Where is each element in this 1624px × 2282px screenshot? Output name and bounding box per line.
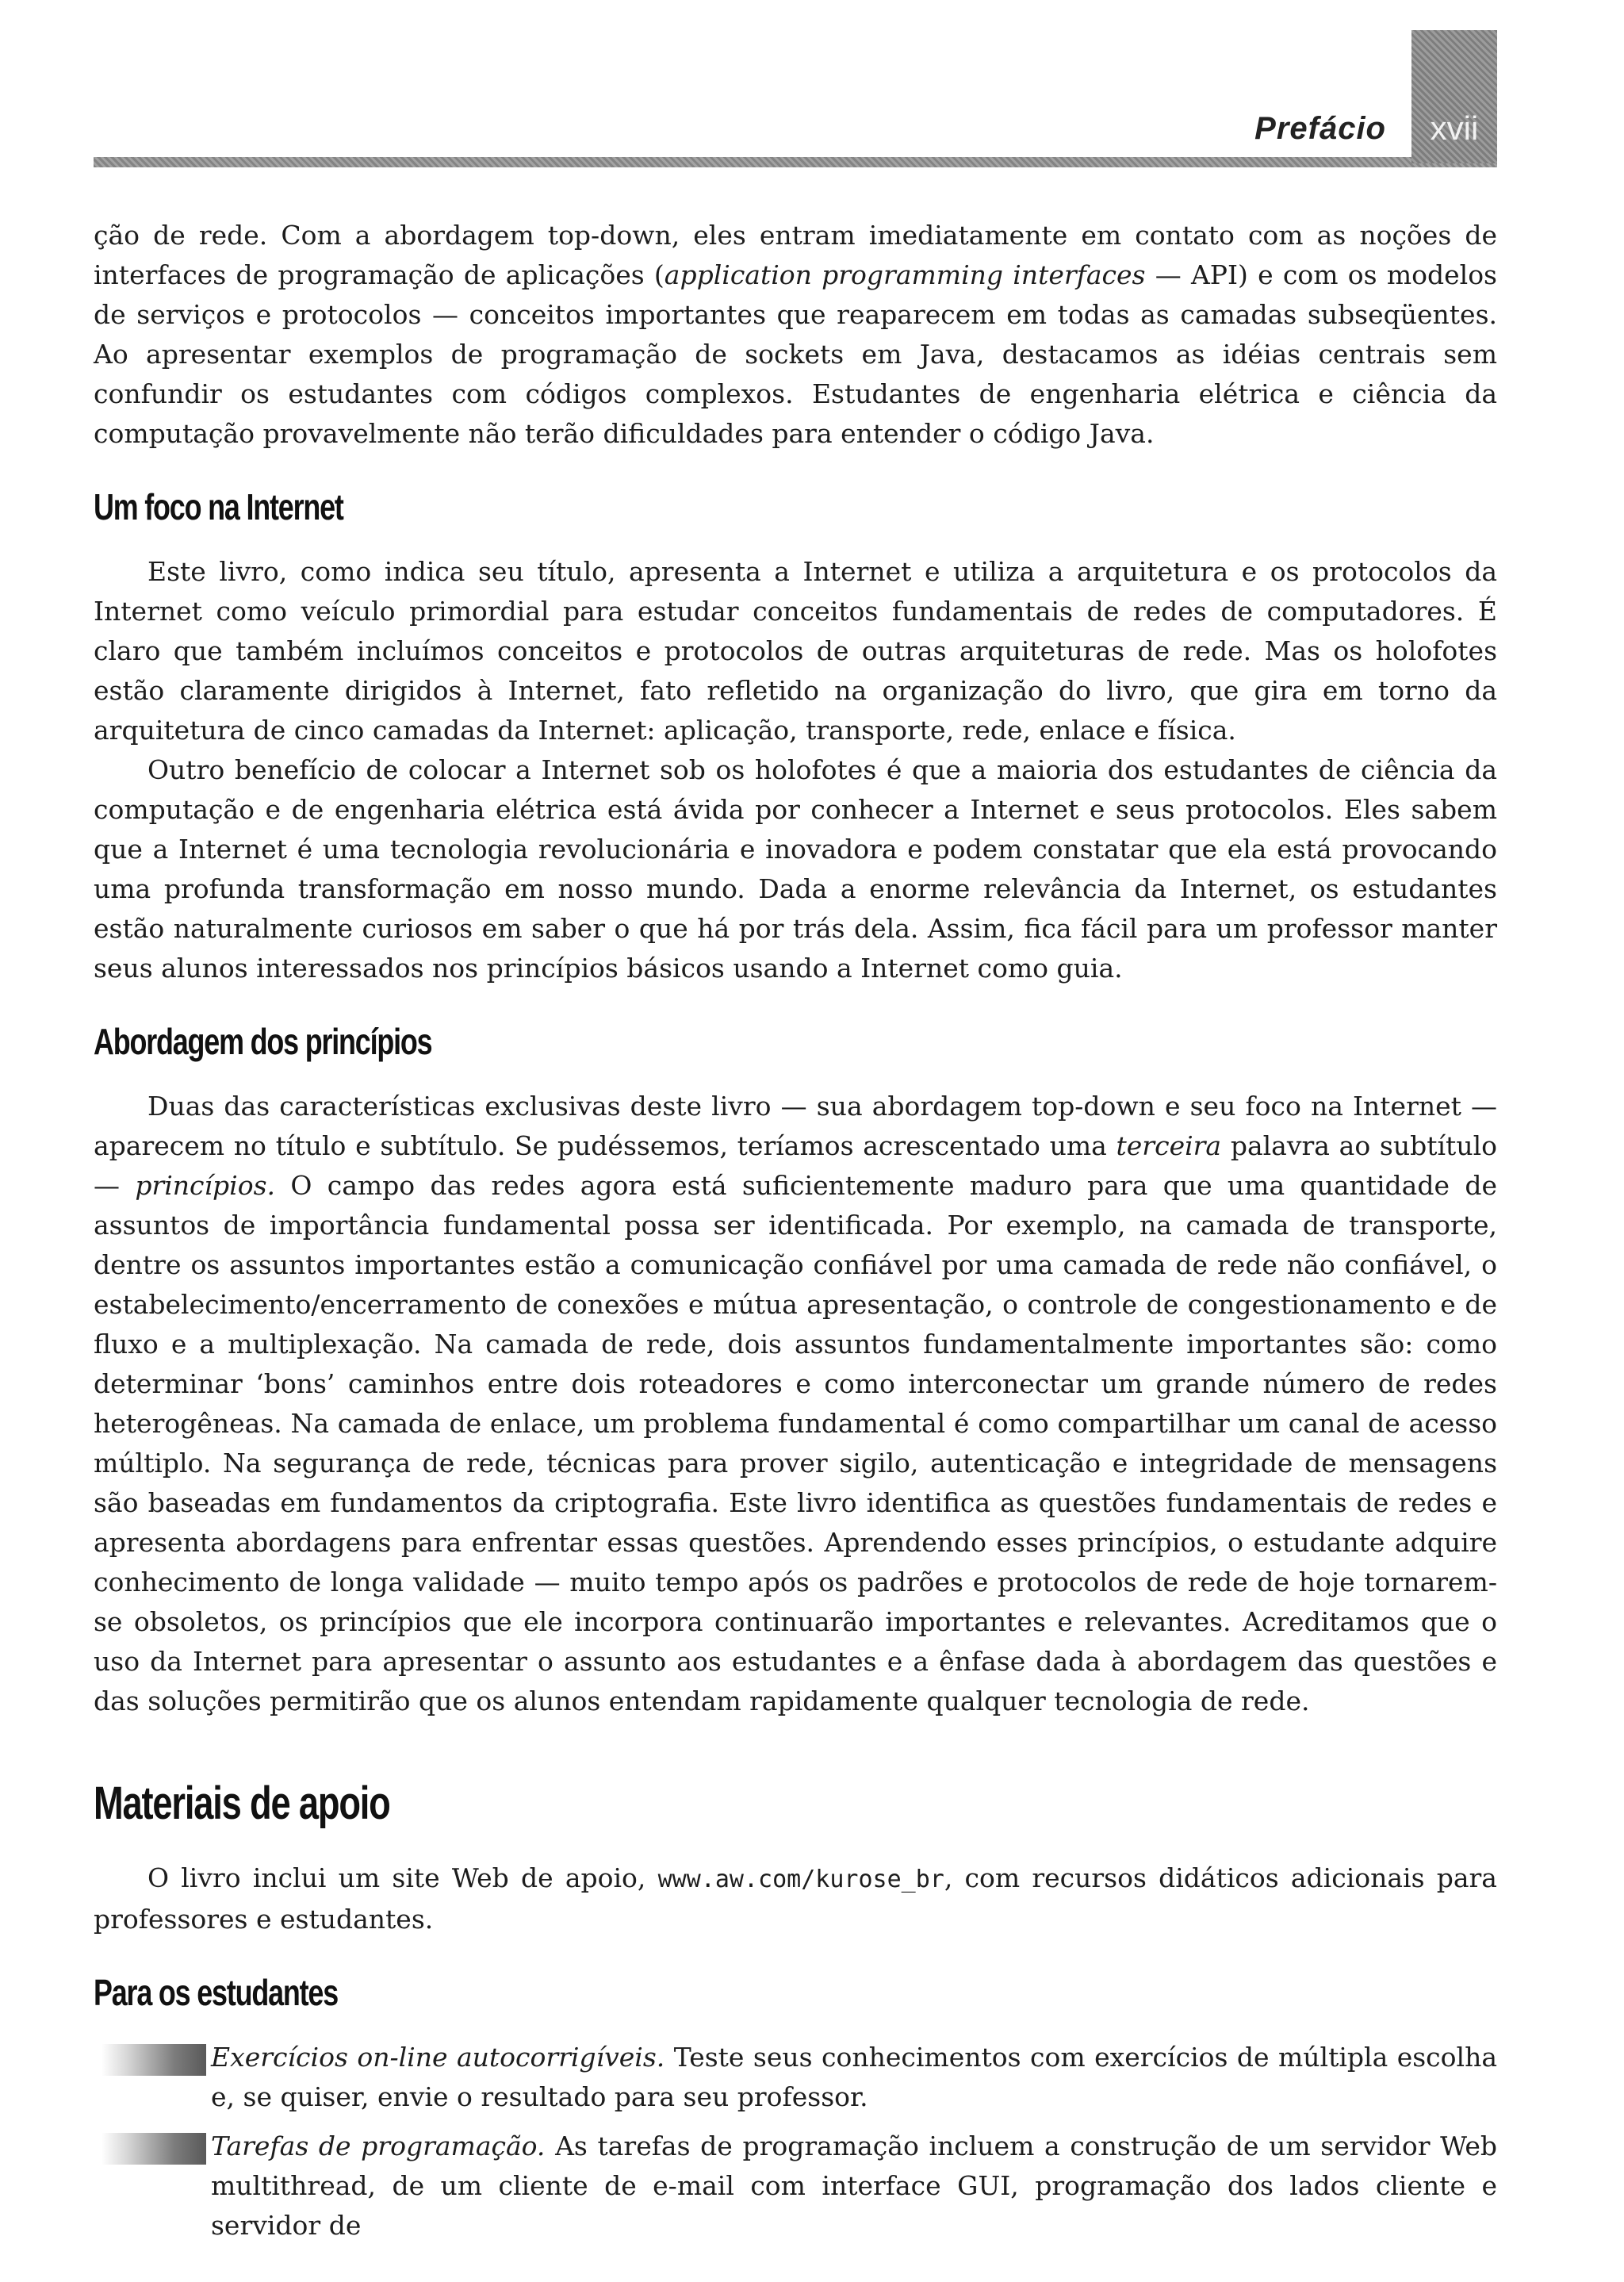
running-header-title: Prefácio <box>1254 111 1386 146</box>
item-text: As tarefas de programação incluem a construção de um servidor Web multithread, de um cliente de e-mail com interface GUI, programação dos lados cliente e servidor de <box>211 2131 1498 2241</box>
text-run: — API) e com os modelos de serviços e protocolos — conceitos importantes que reaparecem em todas as camadas subseqüentes. Ao apresentar exemplos de programação de sockets em Java, destacamos as idéias centrais sem confundir os estudantes com códigos complexos. Estudantes de engenharia elétrica e ciência da computação provavelmente não terão dificuldades para entender o código Java. <box>94 259 1497 449</box>
text-run: , com recursos didáticos adicionais para professores e estudantes. <box>94 1862 1497 1935</box>
italic-term: terceira <box>1116 1130 1222 1161</box>
paragraph: Outro benefício de colocar a Internet sob os holofotes é que a maioria dos estudantes de ciência da computação e de engenharia elétrica está ávida por conhecer a Internet e seus protocolos. Eles sabem que a Internet é uma tecnologia revolucionária e inovadora e podem constatar que ela está provocando uma profunda transformação em nosso mundo. Dada a enorme relevância da Internet, os estudantes estão naturalmente curiosos em saber o que há por trás dela. Assim, fica fácil para um professor manter seus alunos interessados nos princípios básicos usando a Internet como guia. <box>94 754 1497 984</box>
italic-term: princípios. <box>135 1170 276 1201</box>
list-item <box>94 2127 1497 2246</box>
section-heading-materials: Materiais de apoio <box>94 1778 390 1829</box>
italic-term: application programming interfaces <box>664 259 1146 290</box>
page-number-tab <box>1411 30 1497 163</box>
list-item <box>94 2038 1497 2117</box>
section-heading-principles: Abordagem dos princípios <box>94 1021 432 1062</box>
bullet-bar <box>102 2133 206 2165</box>
section-heading-students: Para os estudantes <box>94 1972 338 2013</box>
intro-paragraph <box>94 216 1497 454</box>
text-run: palavra ao subtítulo — <box>94 1130 1497 1201</box>
text-run: O campo das redes agora está suficientemente maduro para que uma quantidade de assuntos de importância fundamental possa ser identificada. Por exemplo, na camada de transporte, dentre os assuntos importantes estão a comunicação confiável por uma camada de rede não confiável, o estabelecimento/encerramento de conexões e mútua apresentação, o controle de congestionamento e de fluxo e a multiplexação. Na camada de rede, dois assuntos fundamentalmente importantes são: como determinar ‘bons’ caminhos entre dois roteadores e como interconectar um grande número de redes heterogêneas. Na camada de enlace, um problema fundamental é como compartilhar um canal de acesso múltiplo. Na segurança de rede, técnicas para prover sigilo, autenticação e integridade de mensagens são baseadas em fundamentos da criptografia. Este livro identifica as questões fundamentais de redes e apresenta abordagens para enfrentar essas questões. Aprendendo esses princípios, o estudante adquire conhecimento de longa validade — muito tempo após os padrões e protocolos de rede de hoje tornarem-se obsoletos, os princípios que ele incorpora continuarão importantes e relevantes. Acreditamos que o uso da Internet para apresentar o assunto aos estudantes e a ênfase dada à abordagem das questões e das soluções permitirão que os alunos entendam rapidamente qualquer tecnologia de rede. <box>94 1170 1497 1716</box>
paragraph <box>94 1858 1497 1939</box>
bullet-bar <box>102 2044 206 2076</box>
text-run: ção de rede. Com a abordagem top-down, eles entram imediatamente em contato com as noções de interfaces de programação de aplicações ( <box>94 220 1497 290</box>
item-title: Tarefas de programação. <box>211 2131 546 2161</box>
section-heading-internet: Um foco na Internet <box>94 486 343 527</box>
list-item-text <box>211 2038 1497 2117</box>
text-run: O livro inclui um site Web de apoio, <box>147 1862 658 1893</box>
text-run: Duas das características exclusivas deste livro — sua abordagem top-down e seu foco na Internet — aparecem no título e subtítulo. Se pudéssemos, teríamos acrescentado uma <box>94 1091 1497 1161</box>
header-rule <box>94 157 1497 167</box>
item-title: Exercícios on-line autocorrigíveis. <box>211 2042 665 2073</box>
site-url: www.aw.com/kurose_br <box>657 1866 944 1893</box>
page-number: xvii <box>1430 109 1479 147</box>
list-item-text <box>211 2127 1497 2246</box>
paragraph <box>94 1087 1497 1721</box>
paragraph: Este livro, como indica seu título, apresenta a Internet e utiliza a arquitetura e os protocolos da Internet como veículo primordial para estudar conceitos fundamentais de redes de computadores. É claro que também incluímos conceitos e protocolos de outras arquiteturas de rede. Mas os holofotes estão claramente dirigidos à Internet, fato refletido na organização do livro, que gira em torno da arquitetura de cinco camadas da Internet: aplicação, transporte, rede, enlace e física. <box>94 556 1497 746</box>
item-text: Teste seus conhecimentos com exercícios de múltipla escolha e, se quiser, envie o resultado para seu professor. <box>211 2042 1497 2112</box>
page-content <box>94 216 1497 2246</box>
